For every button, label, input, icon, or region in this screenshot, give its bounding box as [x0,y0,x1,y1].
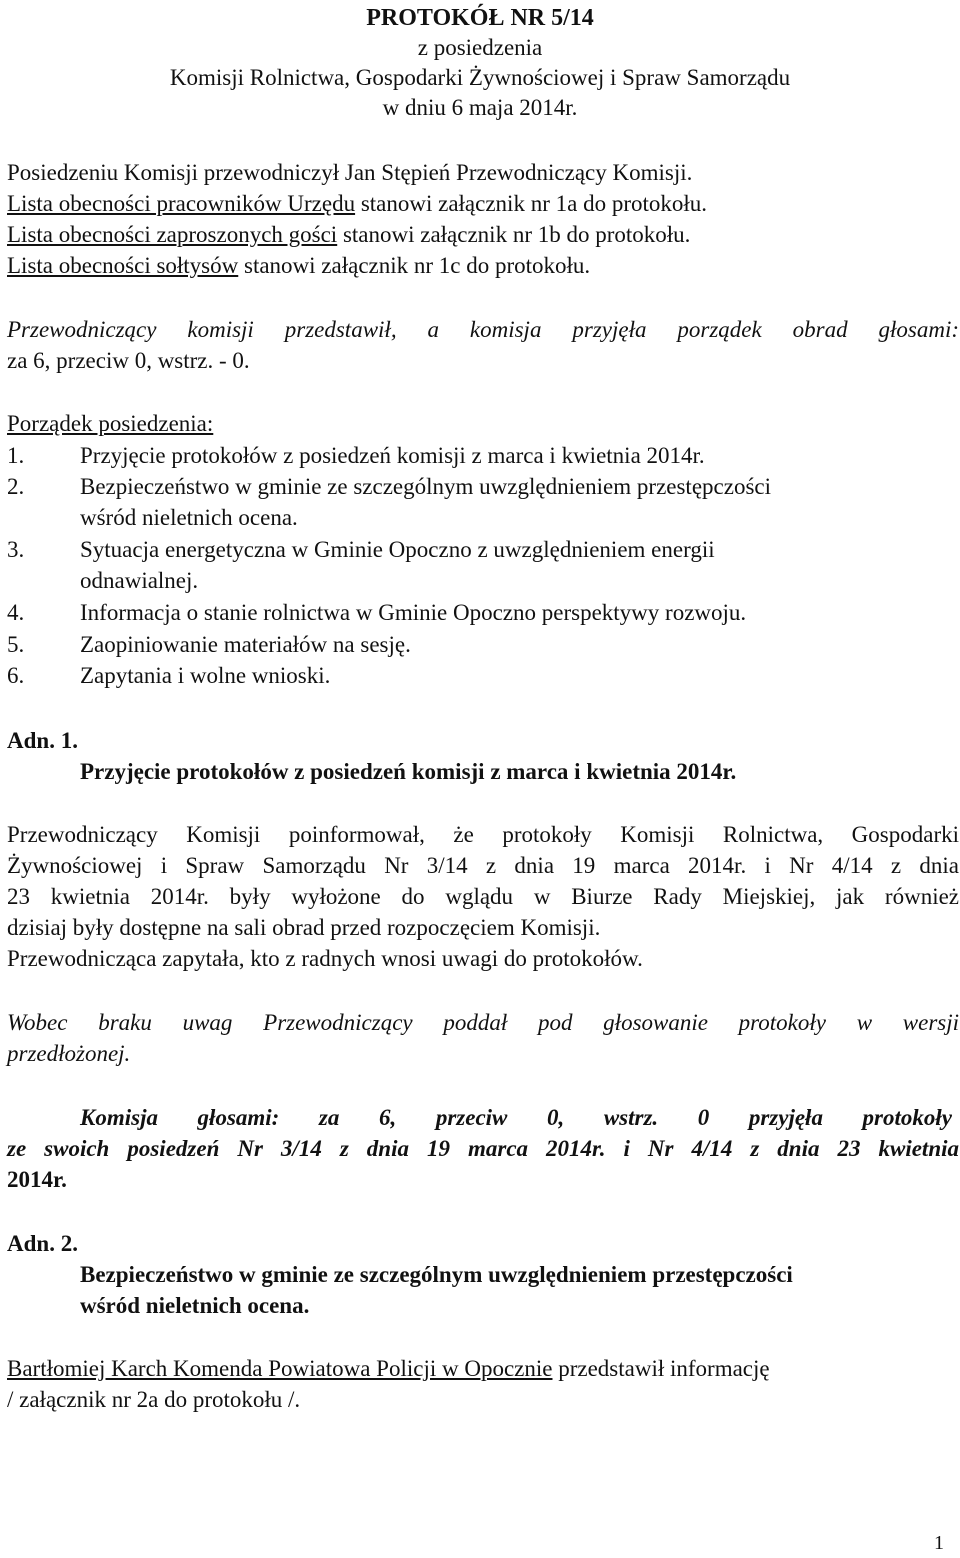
adn2-label: Adn. 2. [7,1231,78,1256]
adn2-attachment: / załącznik nr 2a do protokołu /. [7,1387,301,1412]
agenda-item-text: Zapytania i wolne wnioski. [80,663,331,688]
agenda-item-number: 3. [7,537,25,562]
agenda-heading: Porządek posiedzenia: [7,411,214,436]
adn1-paragraph-line: 23 kwietnia 2014r. były wyłożone do wglądu w Biurze Rady Miejskiej, jak również [7,884,959,909]
attendance-soltys [7,251,590,281]
document-title: PROTOKÓŁ NR 5/14 [366,5,594,31]
adn2-title-line2: wśród nieletnich ocena. [80,1293,310,1318]
agenda-item-text: Informacja o stanie rolnictwa w Gminie Opoczno perspektywy rozwoju. [80,600,747,625]
attendance-staff-text: stanowi załącznik nr 1a do protokołu. [355,191,708,216]
agenda-vote-line1: Przewodniczący komisji przedstawił, a komisja przyjęła porządek obrad głosami: [7,317,959,342]
agenda-item-text: Zaopiniowanie materiałów na sesję. [80,632,411,657]
agenda-item-number: 4. [7,600,25,625]
adn1-paragraph-line: Żywnościowej i Spraw Samorządu Nr 3/14 z dnia 19 marca 2014r. i Nr 4/14 z dnia [7,853,959,878]
committee-name: Komisji Rolnictwa, Gospodarki Żywnościowej i Spraw Samorządu [169,65,791,90]
attendance-staff-link: Lista obecności pracowników Urzędu [7,191,356,216]
agenda-item-number: 5. [7,632,25,657]
meeting-date: w dniu 6 maja 2014r. [382,95,578,120]
adn1-vote-intro: Wobec braku uwag Przewodniczący poddał pod głosowanie protokoły w wersji [7,1010,959,1035]
page-number: 1 [934,1532,944,1554]
adn2-speaker-line [7,1354,770,1384]
agenda-item-text: odnawialnej. [80,568,199,593]
attendance-guests-link: Lista obecności zaproszonych gości [7,222,338,247]
adn2-speaker: Bartłomiej Karch Komenda Powiatowa Policji w Opocznie [7,1356,553,1381]
agenda-item-text: wśród nieletnich ocena. [80,505,298,530]
attendance-soltys-text: stanowi załącznik nr 1c do protokołu. [238,253,591,278]
adn2-title: Bezpieczeństwo w gminie ze szczególnym uwzględnieniem przestępczości [80,1262,793,1287]
agenda-item-text: Sytuacja energetyczna w Gminie Opoczno z uwzględnieniem energii [80,537,715,562]
adn1-vote-result-line2: ze swoich posiedzeń Nr 3/14 z dnia 19 marca 2014r. i Nr 4/14 z dnia 23 kwietnia [7,1136,959,1161]
chair-line: Posiedzeniu Komisji przewodniczył Jan Stępień Przewodniczący Komisji. [7,160,693,185]
adn2-speaker-action: przedstawił informację [552,1356,770,1381]
agenda-item-text: Bezpieczeństwo w gminie ze szczególnym uwzględnieniem przestępczości [80,474,771,499]
adn1-title: Przyjęcie protokołów z posiedzeń komisji z marca i kwietnia 2014r. [80,759,737,784]
adn1-label: Adn. 1. [7,728,78,753]
agenda-item-number: 6. [7,663,25,688]
attendance-staff [7,189,707,219]
adn1-vote-intro-end: przedłożonej. [7,1041,131,1066]
adn1-paragraph-line: dzisiaj były dostępne na sali obrad przed rozpoczęciem Komisji. [7,915,601,940]
adn1-vote-result: Komisja głosami: za 6, przeciw 0, wstrz. 0 przyjęła protokoły [80,1105,952,1130]
adn1-paragraph-line: Przewodniczący Komisji poinformował, że protokoły Komisji Rolnictwa, Gospodarki [7,822,959,847]
adn1-vote-result-line3: 2014r. [7,1167,67,1192]
subtitle-line: z posiedzenia [417,35,543,60]
attendance-guests [7,220,690,250]
agenda-item-text: Przyjęcie protokołów z posiedzeń komisji z marca i kwietnia 2014r. [80,443,705,468]
agenda-item-number: 1. [7,443,25,468]
adn1-question: Przewodnicząca zapytała, kto z radnych wnosi uwagi do protokołów. [7,946,643,971]
attendance-soltys-link: Lista obecności sołtysów [7,253,239,278]
agenda-vote-line2: za 6, przeciw 0, wstrz. - 0. [7,348,250,373]
agenda-item-number: 2. [7,474,25,499]
attendance-guests-text: stanowi załącznik nr 1b do protokołu. [337,222,691,247]
